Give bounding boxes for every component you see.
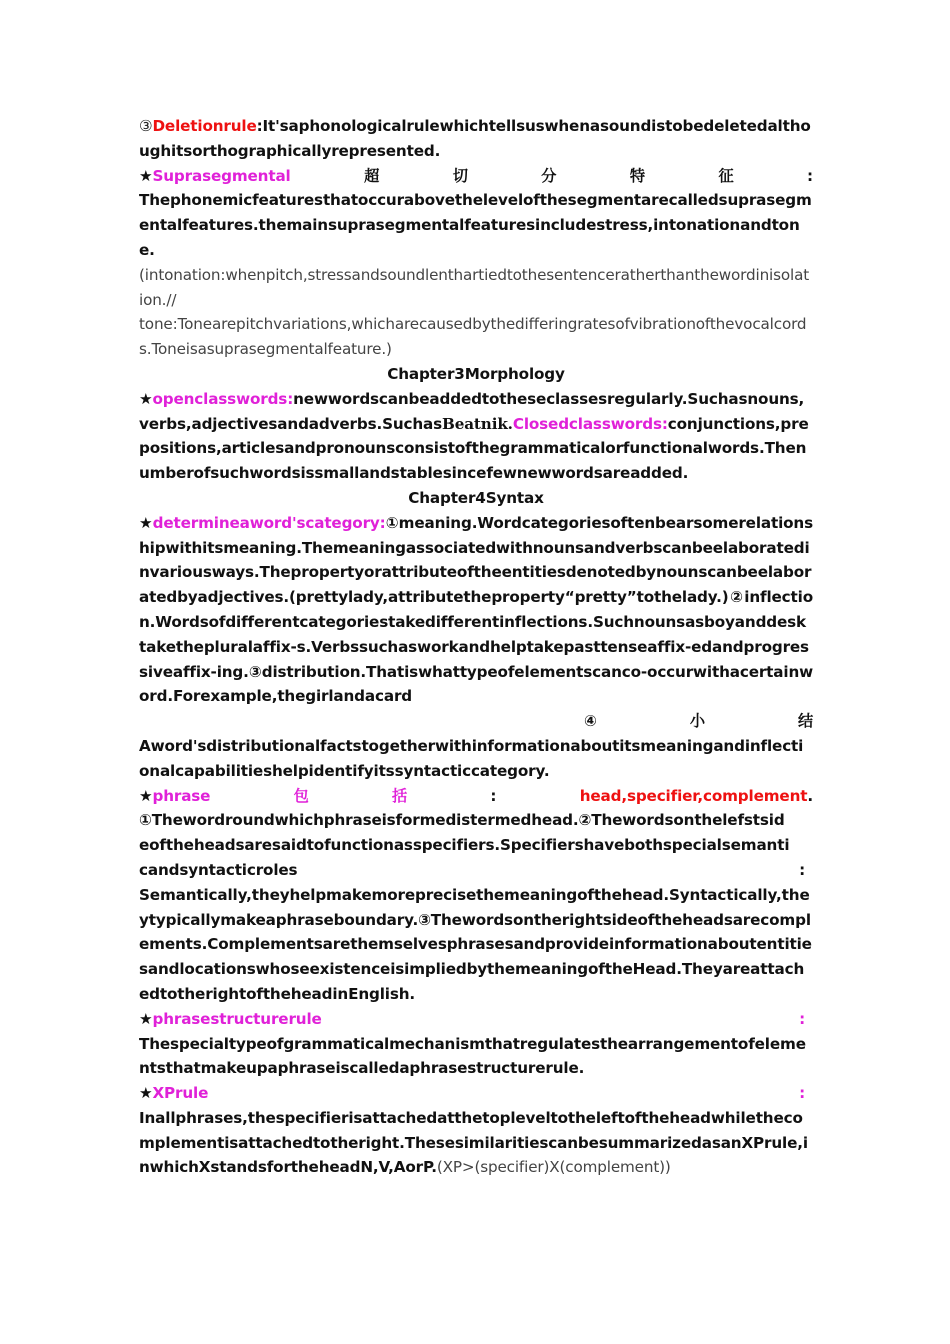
phrase-body xyxy=(139,808,813,882)
open-closed-class-paragraph xyxy=(139,387,813,486)
star-icon: ★ xyxy=(139,786,153,805)
suprasegmental-definition: Thephonemicfeaturesthatoccurabovethelevelofthesegmentarecalledsuprasegmentalfeatures.themainsuprasegmentalfeaturesincludestress,intonationandtone. xyxy=(139,191,812,259)
term-line xyxy=(139,164,291,189)
xp-rule-text-span: Inallphrases,thespecifierisattachedatthetopleveltotheleftoftheheadwhilethecomplementisattachedtotheright.ThesesimilaritiescanbesummarizedasanXPrule,inwhichXstandsfortheheadN,V,AorP. xyxy=(139,1108,808,1177)
star-icon: ★ xyxy=(139,1009,153,1028)
tone-note: tone:Tonearepitchvariations,whicharecausedbythedifferingratesofvibrationofthevocalcords.Toneisasuprasegmentalfeature.) xyxy=(139,315,807,359)
cjk-char: 超 xyxy=(364,166,380,185)
word-category-body xyxy=(139,511,813,734)
suprasegmental-heading-line xyxy=(139,164,813,189)
cjk-char: 结 xyxy=(797,712,813,731)
phrase-parts-line xyxy=(580,784,813,809)
term-line xyxy=(139,1007,322,1032)
phrase-text-continued: Semantically,theyhelpmakemoreprecisethemeaningofthehead.Syntactically,theytypicallymakeaphraseboundary.③Thewordsontherightsideoftheheadsarecomplements.ComplementsarethemselvesphrasesandprovideinformationaboutentitiesandlocationswhoseexistenceisimpliedbythemeaningoftheHead.TheyareattachedtotherightoftheheadinEnglish. xyxy=(139,885,812,1003)
xp-rule-formula: (XP>(specifier)X(complement)) xyxy=(436,1158,671,1177)
closed-class-text: conjunctions,prepositions,articlesandpronounsconsistofthegrammaticalorfunctionalwords.Thenumberofsuchwordsissmallandstablesincefewnewwordsareadded. xyxy=(139,414,809,483)
colon: : xyxy=(799,1084,805,1103)
chapter-heading-morphology: Chapter3Morphology xyxy=(387,364,565,383)
star-icon: ★ xyxy=(139,166,153,185)
cjk-char: 征 xyxy=(718,166,734,185)
word-category-criteria: ①meaning.Wordcategoriesoftenbearsomerelationshipwithitsmeaning.Themeaningassociatedwithnounsandverbscanbeelaboratedinvariousways.Thepropertyorattributeoftheentitiesdenotedbynounscanbeelaboratedbyadjectives.(prettylady,attributetheproperty“pretty”tothelady.)②inflection.Wordsofdifferentcategoriestakedifferentinflections.Suchnounsasboyanddesktakethepluralaffix-s.Verbssuchasworkandhelptakepasttenseaffix-edandprogressiveaffix-ing.③distribution.Thatiswhattypeofelementscanco-occurwithacertainword.Forexample,thegirlandacard xyxy=(139,513,813,706)
term-word-category: determineaword'scategory: xyxy=(152,513,386,532)
phrase-structure-rule-text: Thespecialtypeofgrammaticalmechanismthatregulatesthearrangementofelementsthatmakeupaphraseiscalledaphrasestructurerule. xyxy=(139,1034,806,1078)
term-deletion-rule: Deletionrule xyxy=(152,117,257,135)
cjk-char: 分 xyxy=(541,166,557,185)
xp-rule-text xyxy=(139,1106,813,1180)
colon: : xyxy=(799,1009,805,1028)
intonation-note: (intonation:whenpitch,stressandsoundlenthartiedtothesentenceratherthanthewordinisolation.// xyxy=(139,265,810,309)
word-category-text xyxy=(139,511,813,709)
colon: : xyxy=(799,860,805,879)
term-suprasegmental: Suprasegmental xyxy=(152,166,291,185)
cjk-char: 切 xyxy=(452,166,468,185)
circled-number-3: ③ xyxy=(139,117,153,135)
summary-text: Aword'sdistributionalfactstogetherwithinformationaboutitsmeaningandinflectionalcapabilitieshelpidentifyitssyntacticcategory. xyxy=(139,736,804,780)
phrase-text xyxy=(139,808,813,882)
xp-rule-heading xyxy=(139,1081,813,1106)
chapter-heading-syntax: Chapter4Syntax xyxy=(408,488,544,507)
open-class-text: newwordscanbeaddedtotheseclassesregularly.Suchasnouns,verbs,adjectivesandadverbs.Suchas xyxy=(139,389,805,433)
term-phrase: phrase xyxy=(152,786,211,805)
phrase-text-span: ①Thewordroundwhichphraseisformedistermedhead.②Thewordsonthelefstsideoftheheadsaresaidtofunctionasspecifiers.Specifiershavebothspecialsemanticandsyntacticroles xyxy=(139,811,790,879)
phrase-paragraph xyxy=(139,784,813,1007)
term-open-class-words: openclasswords: xyxy=(152,389,294,408)
term-line xyxy=(139,1081,208,1106)
circled-number-4: ④ xyxy=(584,712,597,731)
phrase-heading-line xyxy=(139,784,813,809)
cjk-char: 括 xyxy=(392,786,408,805)
period: . xyxy=(807,786,813,805)
cjk-colon: : xyxy=(807,166,813,185)
cjk-colon: : xyxy=(490,786,497,805)
star-icon: ★ xyxy=(139,389,153,408)
cjk-char: 小 xyxy=(689,712,705,731)
xp-rule-paragraph xyxy=(139,1081,813,1180)
term-closed-class-words: Closedclasswords: xyxy=(512,414,668,433)
term-xp-rule: XPrule xyxy=(152,1084,209,1103)
phrase-parts: head,specifier,complement xyxy=(579,786,808,805)
cjk-char: 包 xyxy=(293,786,309,805)
phrase-structure-rule-heading xyxy=(139,1007,813,1032)
deletion-rule-paragraph xyxy=(139,114,813,164)
phrase-structure-rule-paragraph xyxy=(139,1007,813,1081)
cjk-char: 特 xyxy=(629,166,645,185)
example-beatnik: Beatnik. xyxy=(442,414,513,433)
star-icon: ★ xyxy=(139,1084,153,1103)
deletion-rule-text: :It'saphonologicalrulewhichtellsuswhenasoundistobedeletedalthoughitsorthographicallyrepresented. xyxy=(139,117,811,160)
star-icon: ★ xyxy=(139,513,153,532)
term-line xyxy=(139,784,210,809)
term-phrase-structure-rule: phrasestructurerule xyxy=(152,1009,322,1028)
suprasegmental-paragraph xyxy=(139,164,813,362)
word-category-paragraph xyxy=(139,511,813,784)
document-body xyxy=(139,114,813,1180)
